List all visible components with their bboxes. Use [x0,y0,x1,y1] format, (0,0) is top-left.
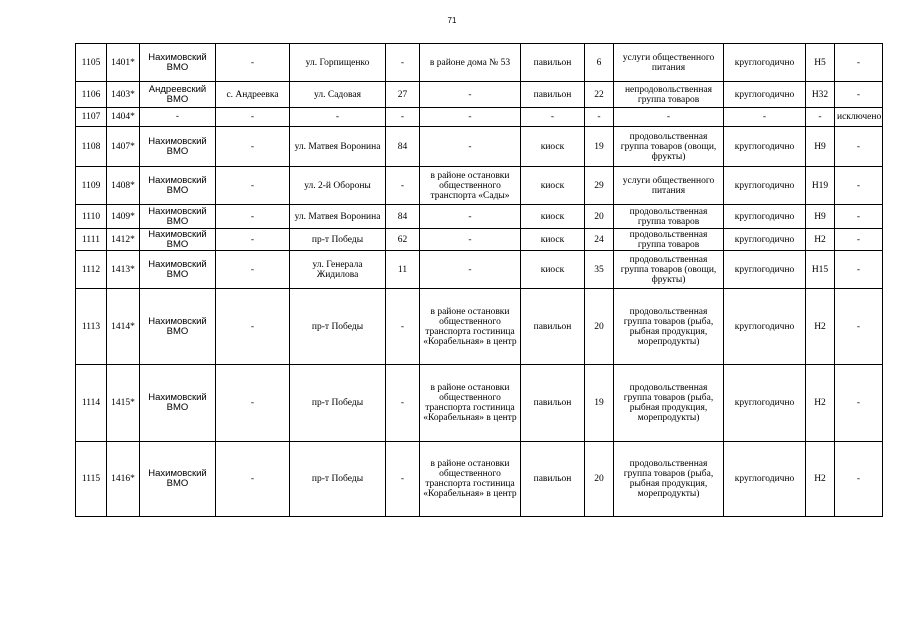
cell-object-type: киоск [521,251,585,289]
cell-period: круглогодично [724,365,806,442]
cell-object-type: павильон [521,44,585,82]
cell-area: 20 [585,442,614,517]
cell-object-type: киоск [521,167,585,205]
cell-code: Н5 [806,44,835,82]
table-row [76,365,883,442]
cell-street: ул. Матвея Воронина [290,127,386,167]
cell-specialization: продовольственная группа товаров (овощи, фрукты) [614,127,724,167]
cell-house: - [386,167,420,205]
cell-specialization: услуги общественного питания [614,167,724,205]
cell-object-type: киоск [521,229,585,251]
cell-code: Н2 [806,365,835,442]
cell-note: исключено [835,108,883,127]
cell-number: 1110 [76,205,107,229]
page-number: 71 [447,16,457,25]
cell-district: Нахимовский ВМО [140,205,216,229]
cell-id: 1415* [107,365,140,442]
cell-number: 1115 [76,442,107,517]
cell-specialization: продовольственная группа товаров (овощи, фрукты) [614,251,724,289]
cell-settlement: - [216,44,290,82]
cell-house: - [386,108,420,127]
cell-number: 1107 [76,108,107,127]
cell-landmark: в районе остановки общественного транспорта гостиница «Корабельная» в центр [420,365,521,442]
cell-area: 6 [585,44,614,82]
cell-street: ул. Горпищенко [290,44,386,82]
cell-code: Н32 [806,82,835,108]
cell-id: 1407* [107,127,140,167]
cell-object-type: павильон [521,289,585,365]
cell-house: 84 [386,127,420,167]
cell-number: 1112 [76,251,107,289]
cell-note: - [835,205,883,229]
cell-district: Нахимовский ВМО [140,127,216,167]
cell-house: - [386,44,420,82]
table-row [76,127,883,167]
cell-settlement: - [216,205,290,229]
cell-number: 1111 [76,229,107,251]
cell-period: круглогодично [724,251,806,289]
cell-street: - [290,108,386,127]
cell-period: круглогодично [724,205,806,229]
cell-note: - [835,167,883,205]
cell-landmark: в районе остановки общественного транспорта гостиница «Корабельная» в центр [420,289,521,365]
cell-landmark: - [420,251,521,289]
cell-landmark: в районе дома № 53 [420,44,521,82]
cell-code: Н9 [806,205,835,229]
cell-street: ул. 2-й Обороны [290,167,386,205]
cell-district: Нахимовский ВМО [140,251,216,289]
table-body [76,44,883,517]
cell-code: Н2 [806,229,835,251]
cell-landmark: в районе остановки общественного транспорта гостиница «Корабельная» в центр [420,442,521,517]
cell-code: - [806,108,835,127]
cell-house: - [386,442,420,517]
cell-period: круглогодично [724,82,806,108]
cell-specialization: услуги общественного питания [614,44,724,82]
cell-landmark: - [420,108,521,127]
cell-specialization: продовольственная группа товаров [614,229,724,251]
cell-note: - [835,127,883,167]
registry-table [75,43,883,517]
cell-area: 24 [585,229,614,251]
cell-id: 1414* [107,289,140,365]
cell-house: - [386,289,420,365]
cell-street: пр-т Победы [290,442,386,517]
cell-id: 1404* [107,108,140,127]
cell-settlement: - [216,229,290,251]
cell-id: 1416* [107,442,140,517]
cell-street: ул. Генерала Жидилова [290,251,386,289]
table-row [76,44,883,82]
cell-note: - [835,44,883,82]
cell-period: круглогодично [724,442,806,517]
cell-area: - [585,108,614,127]
cell-landmark: - [420,205,521,229]
table-row [76,289,883,365]
table-row [76,442,883,517]
cell-number: 1109 [76,167,107,205]
cell-note: - [835,442,883,517]
cell-specialization: продовольственная группа товаров (рыба, рыбная продукция, морепродукты) [614,289,724,365]
table-row [76,251,883,289]
cell-street: ул. Матвея Воронина [290,205,386,229]
cell-house: - [386,365,420,442]
cell-object-type: - [521,108,585,127]
cell-district: - [140,108,216,127]
cell-id: 1409* [107,205,140,229]
cell-number: 1108 [76,127,107,167]
cell-specialization: непродовольственная группа товаров [614,82,724,108]
table-row [76,108,883,127]
cell-specialization: продовольственная группа товаров [614,205,724,229]
cell-code: Н2 [806,289,835,365]
cell-period: круглогодично [724,289,806,365]
cell-street: пр-т Победы [290,289,386,365]
cell-settlement: - [216,127,290,167]
cell-object-type: киоск [521,205,585,229]
cell-period: круглогодично [724,44,806,82]
cell-note: - [835,289,883,365]
table-row [76,229,883,251]
cell-period: круглогодично [724,167,806,205]
cell-area: 19 [585,365,614,442]
cell-area: 20 [585,289,614,365]
cell-house: 27 [386,82,420,108]
cell-settlement: - [216,251,290,289]
cell-settlement: - [216,442,290,517]
cell-number: 1105 [76,44,107,82]
cell-id: 1413* [107,251,140,289]
cell-object-type: киоск [521,127,585,167]
cell-landmark: - [420,82,521,108]
cell-note: - [835,251,883,289]
cell-object-type: павильон [521,365,585,442]
cell-settlement: - [216,365,290,442]
table-row [76,82,883,108]
cell-specialization: - [614,108,724,127]
cell-id: 1412* [107,229,140,251]
cell-district: Нахимовский ВМО [140,289,216,365]
cell-district: Нахимовский ВМО [140,229,216,251]
cell-house: 84 [386,205,420,229]
cell-period: круглогодично [724,127,806,167]
cell-area: 20 [585,205,614,229]
cell-period: круглогодично [724,229,806,251]
cell-specialization: продовольственная группа товаров (рыба, рыбная продукция, морепродукты) [614,365,724,442]
cell-note: - [835,82,883,108]
table-row [76,205,883,229]
cell-area: 35 [585,251,614,289]
cell-note: - [835,365,883,442]
cell-period: - [724,108,806,127]
cell-number: 1106 [76,82,107,108]
cell-street: пр-т Победы [290,229,386,251]
cell-object-type: павильон [521,442,585,517]
cell-settlement: с. Андреевка [216,82,290,108]
cell-street: пр-т Победы [290,365,386,442]
cell-settlement: - [216,167,290,205]
cell-settlement: - [216,289,290,365]
cell-house: 62 [386,229,420,251]
cell-district: Андреевский ВМО [140,82,216,108]
cell-district: Нахимовский ВМО [140,167,216,205]
cell-landmark: в районе остановки общественного транспорта «Сады» [420,167,521,205]
cell-landmark: - [420,127,521,167]
cell-area: 19 [585,127,614,167]
table-row [76,167,883,205]
cell-area: 22 [585,82,614,108]
cell-object-type: павильон [521,82,585,108]
cell-landmark: - [420,229,521,251]
cell-street: ул. Садовая [290,82,386,108]
cell-id: 1408* [107,167,140,205]
cell-district: Нахимовский ВМО [140,365,216,442]
cell-code: Н2 [806,442,835,517]
cell-code: Н15 [806,251,835,289]
cell-district: Нахимовский ВМО [140,442,216,517]
cell-number: 1113 [76,289,107,365]
cell-code: Н19 [806,167,835,205]
cell-house: 11 [386,251,420,289]
cell-id: 1403* [107,82,140,108]
cell-district: Нахимовский ВМО [140,44,216,82]
cell-area: 29 [585,167,614,205]
cell-id: 1401* [107,44,140,82]
cell-specialization: продовольственная группа товаров (рыба, рыбная продукция, морепродукты) [614,442,724,517]
cell-code: Н9 [806,127,835,167]
cell-number: 1114 [76,365,107,442]
cell-settlement: - [216,108,290,127]
cell-note: - [835,229,883,251]
